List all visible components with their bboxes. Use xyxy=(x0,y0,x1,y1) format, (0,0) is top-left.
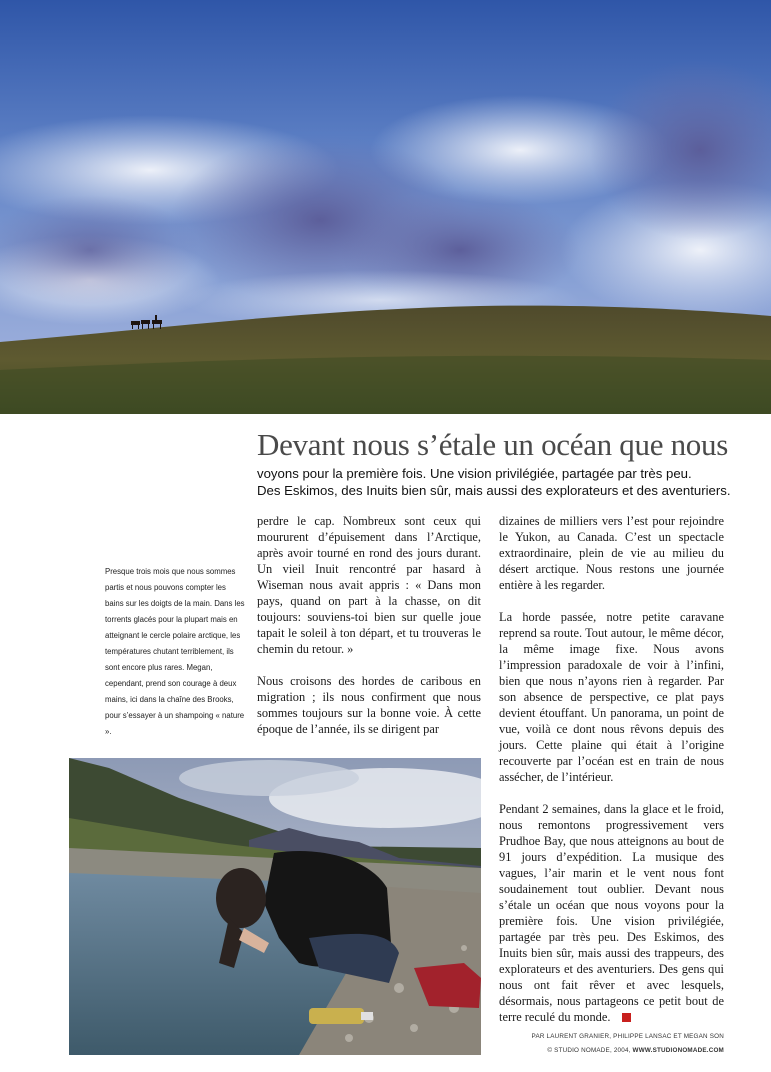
website-link[interactable]: WWW.STUDIONOMADE.COM xyxy=(632,1047,724,1054)
copyright-line xyxy=(480,1047,724,1054)
paragraph: Nous croisons des hordes de caribous en migration ; ils nous confirment que nous sommes toujours sur la bonne voie. À cette époque de l’année, ils se dirigent par xyxy=(257,674,481,736)
paragraph: perdre le cap. Nombreux sont ceux qui moururent d’épuisement dans l’Arctique, après avoir tourné en rond des jours durant. Un vieil Inuit rencontré par hasard à Wiseman nous avait appris : « Dans mon pays, quand on part à la chasse, on dit toujours: souviens-toi bien sur quelle joue tapait le soleil à ton départ, et tu trouveras le chemin du retour. » xyxy=(257,514,481,656)
author-credits: PAR LAURENT GRANIER, PHILIPPE LANSAC ET MEGAN SON xyxy=(531,1033,724,1040)
headline xyxy=(257,428,757,499)
paragraph: La horde passée, notre petite caravane reprend sa route. Tout autour, le même décor, la même image fixe. Nous avons l’impression paradoxale de voir à l’infini, bien que nous n’ayons rien à regarder. Par son absence de perspective, ce plat pays devient étouffant. Un panorama, un point de vue, voilà ce dont nous rêvons depuis des jours. Cette plaine qui était à l’origine recouverte par l’océan est en train de nous assécher, de l’intérieur. xyxy=(499,610,724,784)
hero-photo xyxy=(0,0,771,414)
headline-deck-line-2: Des Eskimos, des Inuits bien sûr, mais aussi des explorateurs et des aventuriers. xyxy=(257,483,731,498)
paragraph-final xyxy=(499,801,724,1025)
end-of-article-mark xyxy=(622,1013,631,1022)
copyright-text: © STUDIO NOMADE, 2004, xyxy=(547,1047,633,1054)
body-column-2 xyxy=(499,513,724,1041)
paragraph: dizaines de milliers vers l’est pour rejoindre le Yukon, au Canada. C’est un spectacle extraordinaire, plein de vie au milieu du désert arctique. Nous restons une journée entière à les regarder. xyxy=(499,514,724,592)
hero-photo-illustration xyxy=(0,0,771,414)
headline-title: Devant nous s’étale un océan que nous xyxy=(257,427,728,462)
body-column-1 xyxy=(257,513,481,753)
paragraph-text: Pendant 2 semaines, dans la glace et le froid, nous remontons progressivement vers Prudhoe Bay, que nous atteignons au bout de 91 jours d’expédition. La musique des vagues, l’air marin et le vent nous font soudainement tout oublier. Devant nous s’étale un océan que nous voyons pour la première fois. Une vision privilégiée, partagée par très peu. Des Eskimos, des Inuits bien sûr, mais aussi des trappeurs, des explorateurs et des aventuriers. Des gens qui nous ont fait rêver et avec lesquels, désormais, nous partageons ce petit bout de terre reculé du monde. xyxy=(499,802,724,1024)
headline-deck-line-1: voyons pour la première fois. Une vision privilégiée, partagée par très peu. xyxy=(257,466,692,481)
river-photo xyxy=(69,758,481,1055)
river-photo-illustration xyxy=(69,758,481,1055)
photo-caption: Presque trois mois que nous sommes partis et nous pouvons compter les bains sur les doigts de la main. Dans les torrents glacés pour la plupart mais en atteignant le cercle polaire arctique, les températures chutant terriblement, ils sont encore plus rares. Megan, cependant, prend son courage à deux mains, ici dans la chaîne des Brooks, pour s’essayer à un shampoing « nature ». xyxy=(105,567,245,736)
